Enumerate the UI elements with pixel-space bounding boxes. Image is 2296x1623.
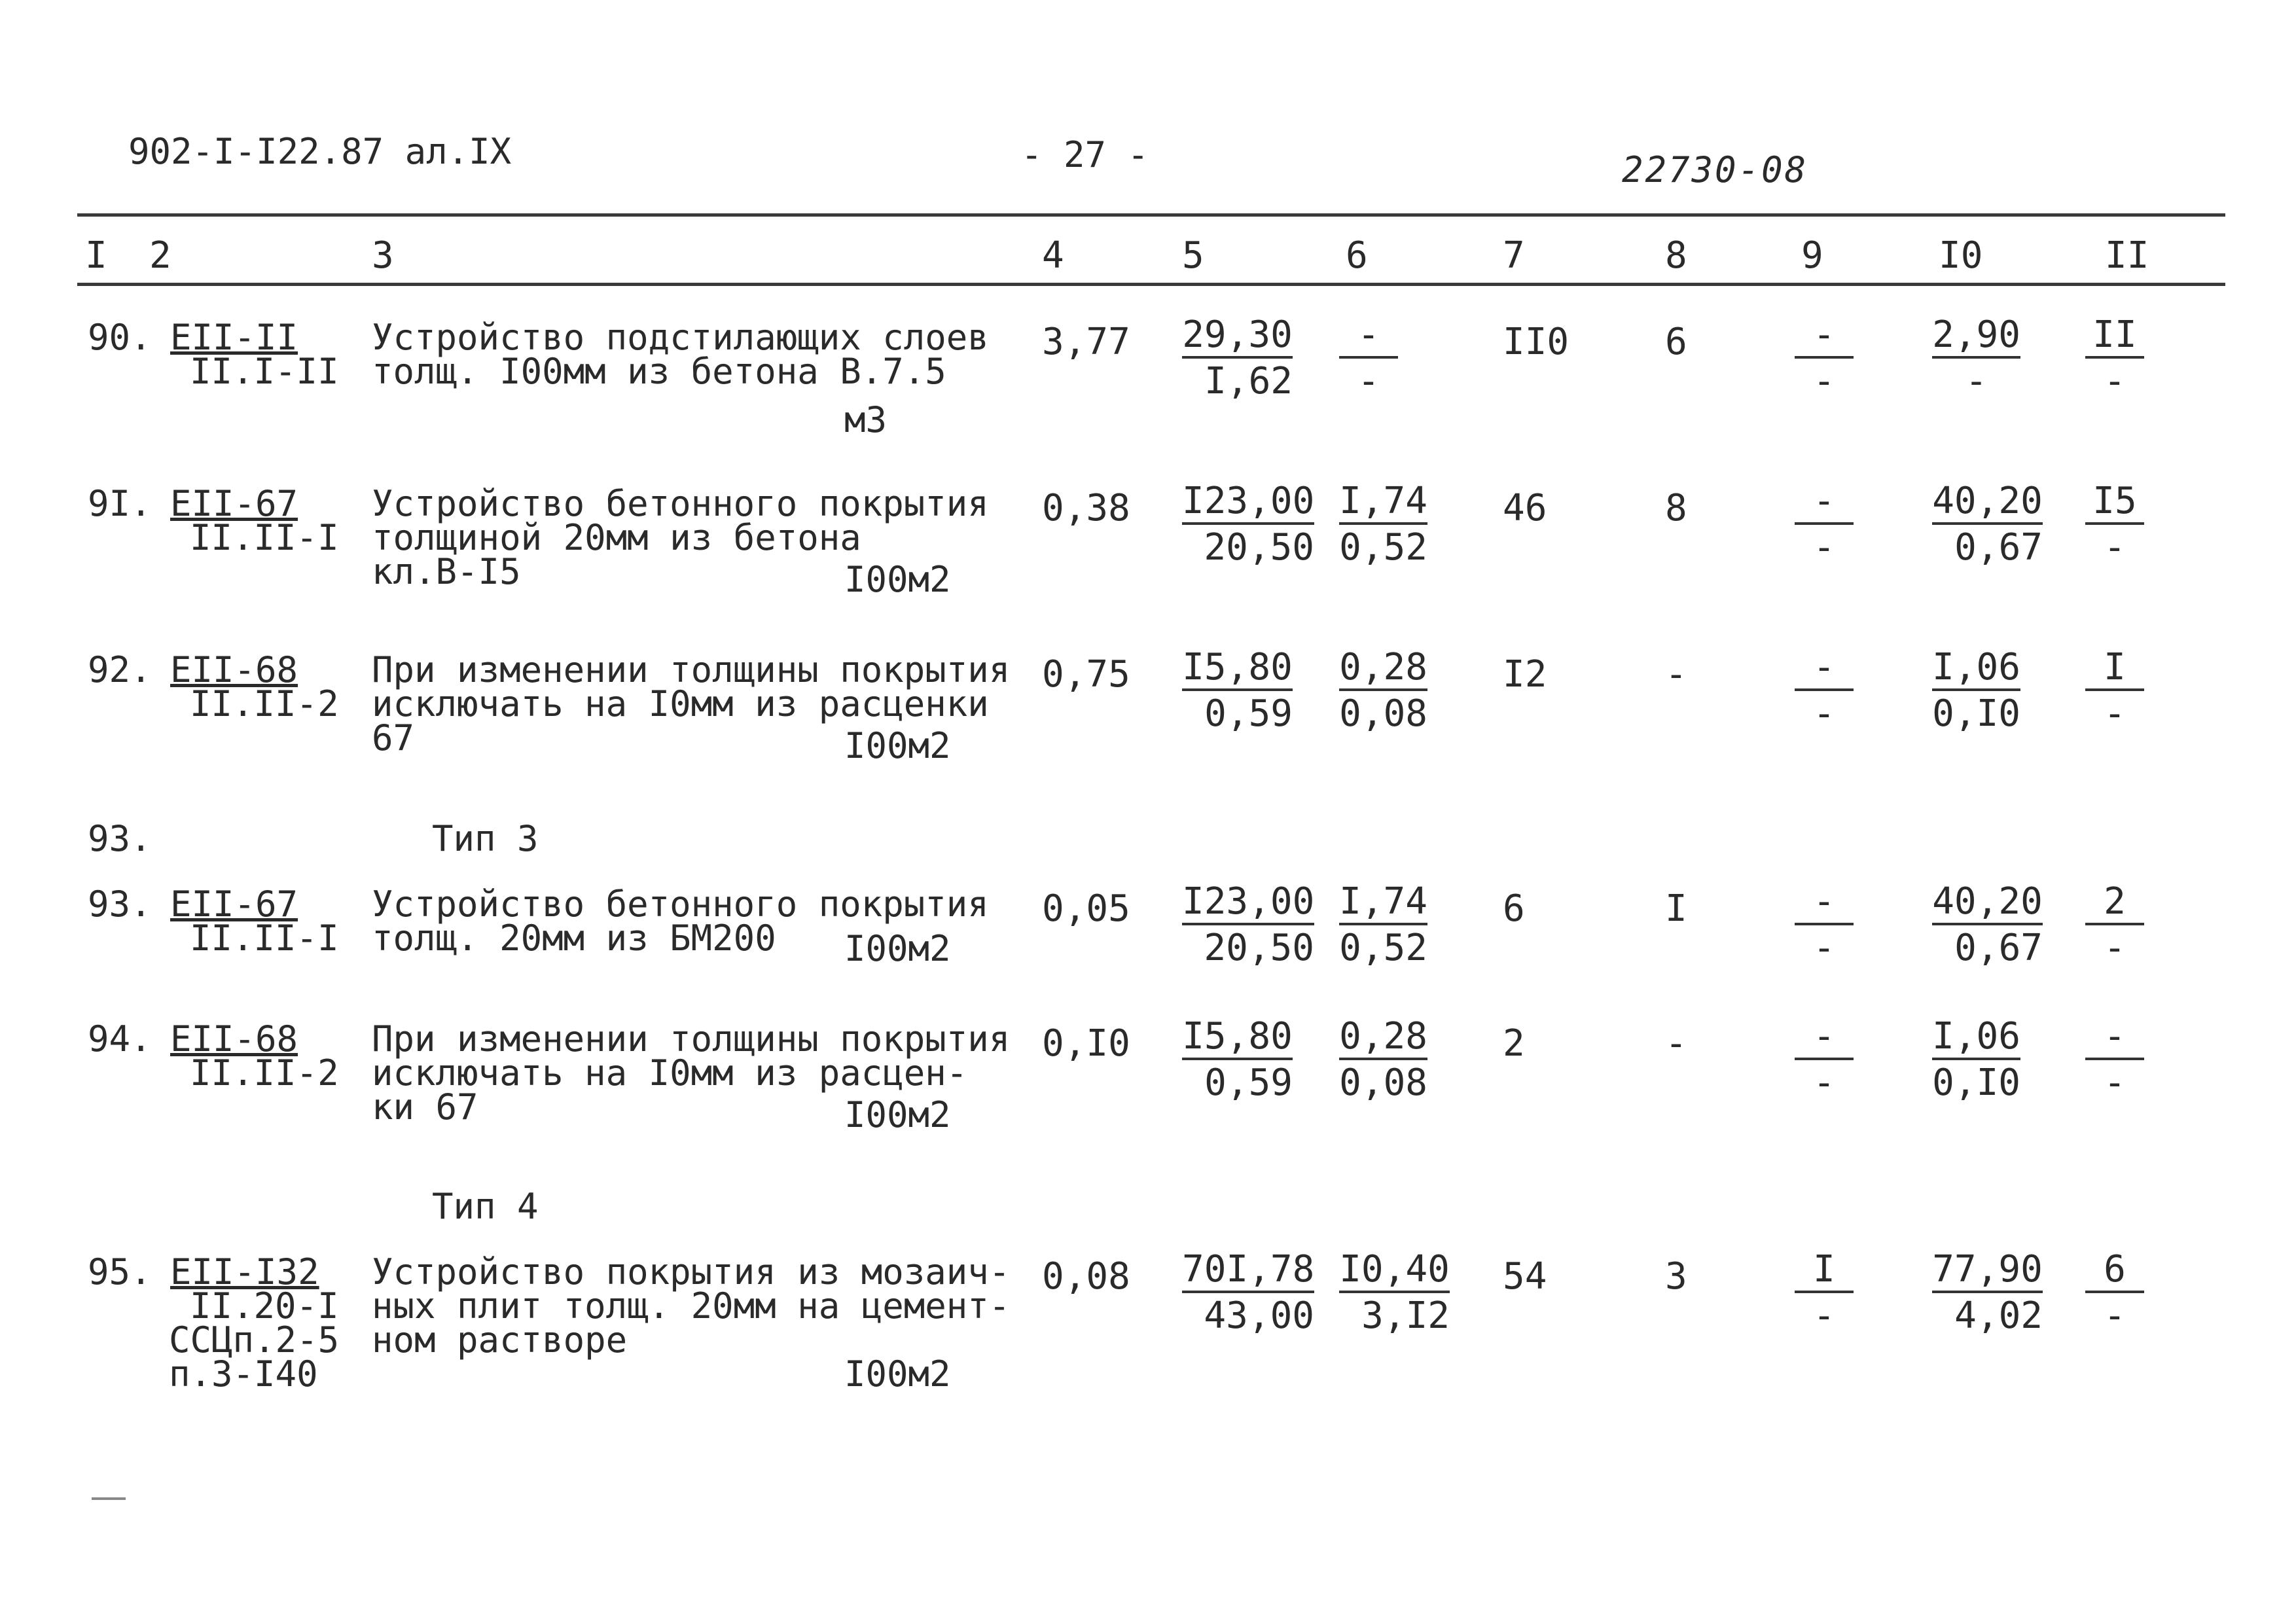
column-10-fraction bbox=[1932, 1017, 2020, 1106]
document-code: 22730-08 bbox=[1622, 149, 1808, 190]
column-5-fraction-denominator: 20,50 bbox=[1204, 927, 1314, 969]
column-5-fraction-denominator: 43,00 bbox=[1204, 1294, 1314, 1337]
column-7-value: 2 bbox=[1503, 1022, 1525, 1065]
section-number: 93. bbox=[88, 818, 152, 859]
description-line-1: Устройство бетонного покрытия bbox=[372, 483, 989, 524]
column-9-fraction bbox=[1795, 648, 1854, 737]
column-5-fraction-numerator: 29,30 bbox=[1182, 315, 1293, 359]
col-header-3: 3 bbox=[372, 234, 394, 277]
column-6-fraction-denominator: 0,52 bbox=[1339, 526, 1427, 569]
unit-of-measure: I00м2 bbox=[844, 928, 951, 969]
quantity-value: 0,05 bbox=[1042, 887, 1130, 930]
column-9-fraction bbox=[1795, 882, 1854, 971]
row-number: 9I. bbox=[88, 483, 152, 524]
column-5-fraction bbox=[1182, 648, 1293, 737]
row-number: 92. bbox=[88, 649, 152, 690]
column-9-fraction-numerator: - bbox=[1795, 882, 1854, 925]
page-number: - 27 - bbox=[1021, 134, 1149, 175]
column-9-fraction-denominator: - bbox=[1813, 927, 1835, 969]
column-8-value: - bbox=[1665, 1022, 1687, 1065]
column-11-fraction-denominator: - bbox=[2104, 1061, 2126, 1104]
column-11-fraction-denominator: - bbox=[2104, 526, 2126, 569]
column-5-fraction-denominator: 0,59 bbox=[1204, 692, 1293, 735]
description-line-1: Устройство бетонного покрытия bbox=[372, 883, 989, 925]
col-header-6: 6 bbox=[1346, 234, 1368, 277]
column-11-fraction bbox=[2085, 1017, 2144, 1106]
column-8-value: 6 bbox=[1665, 321, 1687, 363]
column-9-fraction-numerator: - bbox=[1795, 315, 1854, 359]
column-6-fraction bbox=[1339, 648, 1427, 737]
price-code-line-2: II.I-II bbox=[190, 351, 339, 392]
column-9-fraction-numerator: I bbox=[1795, 1250, 1854, 1293]
column-8-value: I bbox=[1665, 887, 1687, 930]
unit-of-measure: I00м2 bbox=[844, 1094, 951, 1135]
price-code-line-1: EII-II bbox=[170, 317, 298, 358]
price-code-line-2: II.II-2 bbox=[190, 683, 339, 724]
col-header-1: I bbox=[85, 234, 107, 277]
column-10-fraction-denominator: 4,02 bbox=[1954, 1294, 2043, 1337]
column-8-value: - bbox=[1665, 653, 1687, 696]
column-10-fraction-numerator: 2,90 bbox=[1932, 315, 2020, 359]
col-header-11: II bbox=[2105, 234, 2149, 277]
column-8-value: 8 bbox=[1665, 487, 1687, 529]
column-6-fraction-numerator: - bbox=[1339, 315, 1398, 359]
column-10-fraction-numerator: 77,90 bbox=[1932, 1250, 2043, 1293]
price-code-line-1: EII-68 bbox=[170, 1018, 298, 1060]
column-6-fraction-denominator: 0,52 bbox=[1339, 927, 1427, 969]
col-header-2: 2 bbox=[149, 234, 171, 277]
column-6-fraction-denominator: 0,08 bbox=[1339, 692, 1427, 735]
column-9-fraction bbox=[1795, 315, 1854, 404]
price-code-line-2: II.II-I bbox=[190, 517, 339, 558]
column-11-fraction bbox=[2085, 648, 2144, 737]
header-rule bbox=[77, 283, 2225, 286]
column-6-fraction-denominator: - bbox=[1357, 360, 1380, 402]
price-code-line-1: EII-I32 bbox=[170, 1251, 319, 1293]
description-line-3: кл.В-I5 bbox=[372, 551, 521, 592]
col-header-9: 9 bbox=[1801, 234, 1823, 277]
column-10-fraction-denominator: 0,67 bbox=[1954, 927, 2043, 969]
unit-of-measure: м3 bbox=[844, 399, 888, 440]
description-line-3: ки 67 bbox=[372, 1086, 478, 1128]
column-5-fraction-numerator: I5,80 bbox=[1182, 648, 1293, 691]
column-9-fraction-denominator: - bbox=[1813, 1294, 1835, 1337]
quantity-value: 0,08 bbox=[1042, 1255, 1130, 1298]
column-11-fraction bbox=[2085, 882, 2144, 971]
quantity-value: 3,77 bbox=[1042, 321, 1130, 363]
description-line-3: ном растворе bbox=[372, 1319, 628, 1361]
row-number: 94. bbox=[88, 1018, 152, 1060]
column-5-fraction bbox=[1182, 882, 1314, 971]
column-9-fraction-numerator: - bbox=[1795, 648, 1854, 691]
unit-of-measure: I00м2 bbox=[844, 725, 951, 766]
column-9-fraction-denominator: - bbox=[1813, 1061, 1835, 1104]
column-9-fraction-numerator: - bbox=[1795, 1017, 1854, 1060]
price-code-line-4: п.3-I40 bbox=[169, 1353, 318, 1395]
column-10-fraction-denominator: - bbox=[1965, 360, 1988, 402]
price-code-line-2: II.II-I bbox=[190, 918, 339, 959]
column-5-fraction-denominator: 20,50 bbox=[1204, 526, 1314, 569]
description-line-1: При изменении толщины покрытия bbox=[372, 1018, 1011, 1060]
description-line-2: ных плит толщ. 20мм на цемент- bbox=[372, 1285, 1011, 1327]
description-line-2: исключать на I0мм из расценки bbox=[372, 683, 989, 724]
column-11-fraction-numerator: I bbox=[2085, 648, 2144, 691]
description-line-2: толщиной 20мм из бетона bbox=[372, 517, 861, 558]
price-code-line-2: II.20-I bbox=[190, 1285, 339, 1327]
col-header-7: 7 bbox=[1503, 234, 1525, 277]
column-5-fraction-denominator: I,62 bbox=[1204, 360, 1293, 402]
column-9-fraction bbox=[1795, 1017, 1854, 1106]
column-11-fraction bbox=[2085, 315, 2144, 404]
column-6-fraction bbox=[1339, 882, 1427, 971]
column-6-fraction-numerator: 0,28 bbox=[1339, 648, 1427, 691]
column-6-fraction-numerator: 0,28 bbox=[1339, 1017, 1427, 1060]
quantity-value: 0,75 bbox=[1042, 653, 1130, 696]
row-number: 93. bbox=[88, 883, 152, 925]
column-5-fraction bbox=[1182, 1017, 1293, 1106]
description-line-1: Устройство подстилающих слоев bbox=[372, 317, 989, 358]
price-code-line-1: EII-67 bbox=[170, 483, 298, 524]
section-title: Тип 4 bbox=[432, 1186, 539, 1227]
description-line-1: Устройство покрытия из мозаич- bbox=[372, 1251, 1011, 1293]
column-5-fraction-denominator: 0,59 bbox=[1204, 1061, 1293, 1104]
quantity-value: 0,I0 bbox=[1042, 1022, 1130, 1065]
price-code-line-1: EII-68 bbox=[170, 649, 298, 690]
column-11-fraction-denominator: - bbox=[2104, 360, 2126, 402]
column-11-fraction-denominator: - bbox=[2104, 692, 2126, 735]
col-header-4: 4 bbox=[1042, 234, 1064, 277]
column-10-fraction-numerator: 40,20 bbox=[1932, 482, 2043, 525]
section-title: Тип 3 bbox=[432, 818, 539, 859]
column-10-fraction bbox=[1932, 1250, 2043, 1339]
column-9-fraction-denominator: - bbox=[1813, 692, 1835, 735]
price-code-line-1: EII-67 bbox=[170, 883, 298, 925]
margin-mark bbox=[92, 1497, 126, 1500]
top-rule bbox=[77, 213, 2225, 217]
column-10-fraction bbox=[1932, 315, 2020, 404]
column-9-fraction-denominator: - bbox=[1813, 526, 1835, 569]
quantity-value: 0,38 bbox=[1042, 487, 1130, 529]
col-header-8: 8 bbox=[1665, 234, 1687, 277]
column-5-fraction-numerator: I5,80 bbox=[1182, 1017, 1293, 1060]
column-5-fraction-numerator: I23,00 bbox=[1182, 482, 1314, 525]
column-9-fraction-denominator: - bbox=[1813, 360, 1835, 402]
column-7-value: 6 bbox=[1503, 887, 1525, 930]
unit-of-measure: I00м2 bbox=[844, 559, 951, 600]
column-11-fraction bbox=[2085, 1250, 2144, 1339]
column-11-fraction-numerator: 2 bbox=[2085, 882, 2144, 925]
column-10-fraction-numerator: I,06 bbox=[1932, 648, 2020, 691]
column-11-fraction bbox=[2085, 482, 2144, 571]
column-11-fraction-numerator: II bbox=[2085, 315, 2144, 359]
column-10-fraction-denominator: 0,I0 bbox=[1932, 692, 2020, 735]
column-5-fraction bbox=[1182, 315, 1293, 404]
column-10-fraction-numerator: 40,20 bbox=[1932, 882, 2043, 925]
column-9-fraction bbox=[1795, 1250, 1854, 1339]
column-10-fraction-denominator: 0,I0 bbox=[1932, 1061, 2020, 1104]
column-9-fraction-numerator: - bbox=[1795, 482, 1854, 525]
description-line-3: 67 bbox=[372, 717, 415, 758]
column-11-fraction-numerator: - bbox=[2085, 1017, 2144, 1060]
description-line-2: толщ. 20мм из БМ200 bbox=[372, 918, 776, 959]
column-7-value: II0 bbox=[1503, 321, 1570, 363]
unit-of-measure: I00м2 bbox=[844, 1353, 951, 1395]
column-6-fraction-numerator: I,74 bbox=[1339, 482, 1427, 525]
column-7-value: 46 bbox=[1503, 487, 1547, 529]
column-6-fraction bbox=[1339, 482, 1427, 571]
column-5-fraction-numerator: 70I,78 bbox=[1182, 1250, 1314, 1293]
column-6-fraction bbox=[1339, 1017, 1427, 1106]
column-10-fraction bbox=[1932, 482, 2043, 571]
price-code-line-3: ССЦп.2-5 bbox=[169, 1319, 340, 1361]
column-6-fraction-numerator: I0,40 bbox=[1339, 1250, 1450, 1293]
column-6-fraction-denominator: 3,I2 bbox=[1361, 1294, 1450, 1337]
price-code-line-2: II.II-2 bbox=[190, 1052, 339, 1094]
row-number: 90. bbox=[88, 317, 152, 358]
col-header-10: I0 bbox=[1939, 234, 1983, 277]
row-number: 95. bbox=[88, 1251, 152, 1293]
description-line-1: При изменении толщины покрытия bbox=[372, 649, 1011, 690]
column-5-fraction-numerator: I23,00 bbox=[1182, 882, 1314, 925]
column-6-fraction bbox=[1339, 315, 1398, 404]
description-line-2: исключать на I0мм из расцен- bbox=[372, 1052, 968, 1094]
column-10-fraction-numerator: I,06 bbox=[1932, 1017, 2020, 1060]
column-6-fraction bbox=[1339, 1250, 1450, 1339]
column-10-fraction bbox=[1932, 882, 2043, 971]
column-11-fraction-denominator: - bbox=[2104, 1294, 2126, 1337]
column-8-value: 3 bbox=[1665, 1255, 1687, 1298]
column-7-value: I2 bbox=[1503, 653, 1547, 696]
column-11-fraction-denominator: - bbox=[2104, 927, 2126, 969]
column-10-fraction-denominator: 0,67 bbox=[1954, 526, 2043, 569]
column-5-fraction bbox=[1182, 482, 1314, 571]
column-6-fraction-denominator: 0,08 bbox=[1339, 1061, 1427, 1104]
column-6-fraction-numerator: I,74 bbox=[1339, 882, 1427, 925]
col-header-5: 5 bbox=[1182, 234, 1204, 277]
column-5-fraction bbox=[1182, 1250, 1314, 1339]
column-11-fraction-numerator: 6 bbox=[2085, 1250, 2144, 1293]
column-11-fraction-numerator: I5 bbox=[2085, 482, 2144, 525]
column-9-fraction bbox=[1795, 482, 1854, 571]
column-10-fraction bbox=[1932, 648, 2020, 737]
doc-reference: 902-I-I22.87 ал.IX bbox=[128, 131, 512, 172]
description-line-2: толщ. I00мм из бетона В.7.5 bbox=[372, 351, 946, 392]
column-7-value: 54 bbox=[1503, 1255, 1547, 1298]
